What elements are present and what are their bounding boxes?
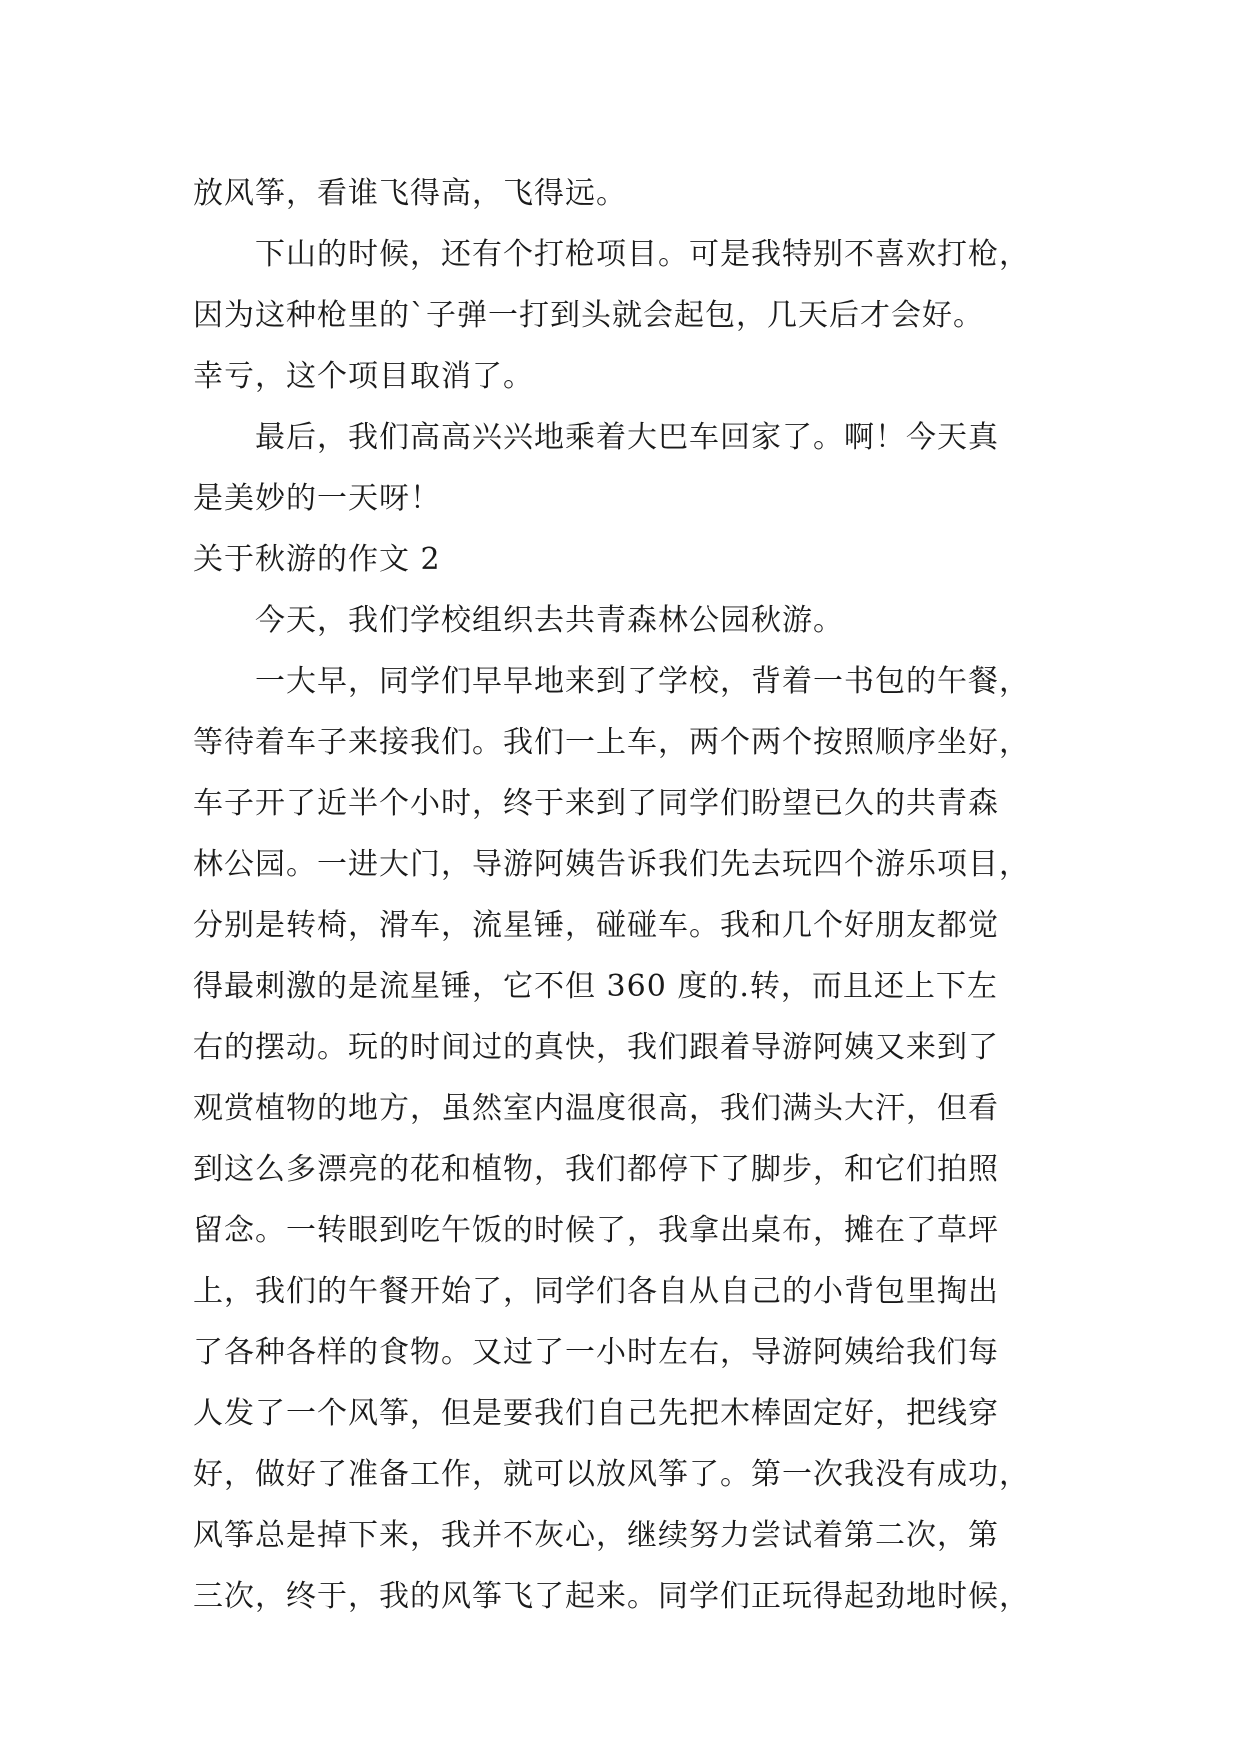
- text-line: 三次，终于，我的风筝飞了起来。同学们正玩得起劲地时候，: [193, 1579, 1030, 1614]
- section-title: 关于秋游的作文 2: [193, 542, 441, 577]
- text-line: 因为这种枪里的`子弹一打到头就会起包，几天后才会好。: [193, 298, 984, 333]
- paragraph: [193, 224, 1055, 407]
- text-line: 下山的时候，还有个打枪项目。可是我特别不喜欢打枪，: [193, 237, 1030, 272]
- document-body: [193, 163, 1055, 1627]
- text-line: 人发了一个风筝，但是要我们自己先把木棒固定好，把线穿: [193, 1396, 999, 1431]
- text-line: 了各种各样的食物。又过了一小时左右，导游阿姨给我们每: [193, 1335, 999, 1370]
- paragraph: [193, 651, 1055, 1627]
- text-line: 林公园。一进大门，导游阿姨告诉我们先去玩四个游乐项目，: [193, 847, 1030, 882]
- text-line: 上，我们的午餐开始了，同学们各自从自己的小背包里掏出: [193, 1274, 999, 1309]
- text-line: 到这么多漂亮的花和植物，我们都停下了脚步，和它们拍照: [193, 1152, 999, 1187]
- text-line: 等待着车子来接我们。我们一上车，两个两个按照顺序坐好，: [193, 725, 1030, 760]
- text-line: 放风筝，看谁飞得高，飞得远。: [193, 176, 627, 211]
- text-line: 好，做好了准备工作，就可以放风筝了。第一次我没有成功，: [193, 1457, 1030, 1492]
- paragraph: [193, 407, 1055, 529]
- text-line: 留念。一转眼到吃午饭的时候了，我拿出桌布，摊在了草坪: [193, 1213, 999, 1248]
- text-line: 分别是转椅，滑车，流星锤，碰碰车。我和几个好朋友都觉: [193, 908, 999, 943]
- text-line: 最后，我们高高兴兴地乘着大巴车回家了。啊！今天真: [193, 420, 999, 455]
- text-line: 得最刺激的是流星锤，它不但 360 度的.转，而且还上下左: [193, 969, 998, 1004]
- text-line: 观赏植物的地方，虽然室内温度很高，我们满头大汗，但看: [193, 1091, 999, 1126]
- paragraph: [193, 590, 1055, 651]
- text-line: 一大早，同学们早早地来到了学校，背着一书包的午餐，: [193, 664, 1030, 699]
- text-line: 是美妙的一天呀！: [193, 481, 441, 516]
- paragraph: [193, 163, 1055, 224]
- text-line: 车子开了近半个小时，终于来到了同学们盼望已久的共青森: [193, 786, 999, 821]
- text-line: 今天，我们学校组织去共青森林公园秋游。: [193, 603, 844, 638]
- text-line: 幸亏，这个项目取消了。: [193, 359, 534, 394]
- text-line: 右的摆动。玩的时间过的真快，我们跟着导游阿姨又来到了: [193, 1030, 999, 1065]
- text-line: 风筝总是掉下来，我并不灰心，继续努力尝试着第二次，第: [193, 1518, 999, 1553]
